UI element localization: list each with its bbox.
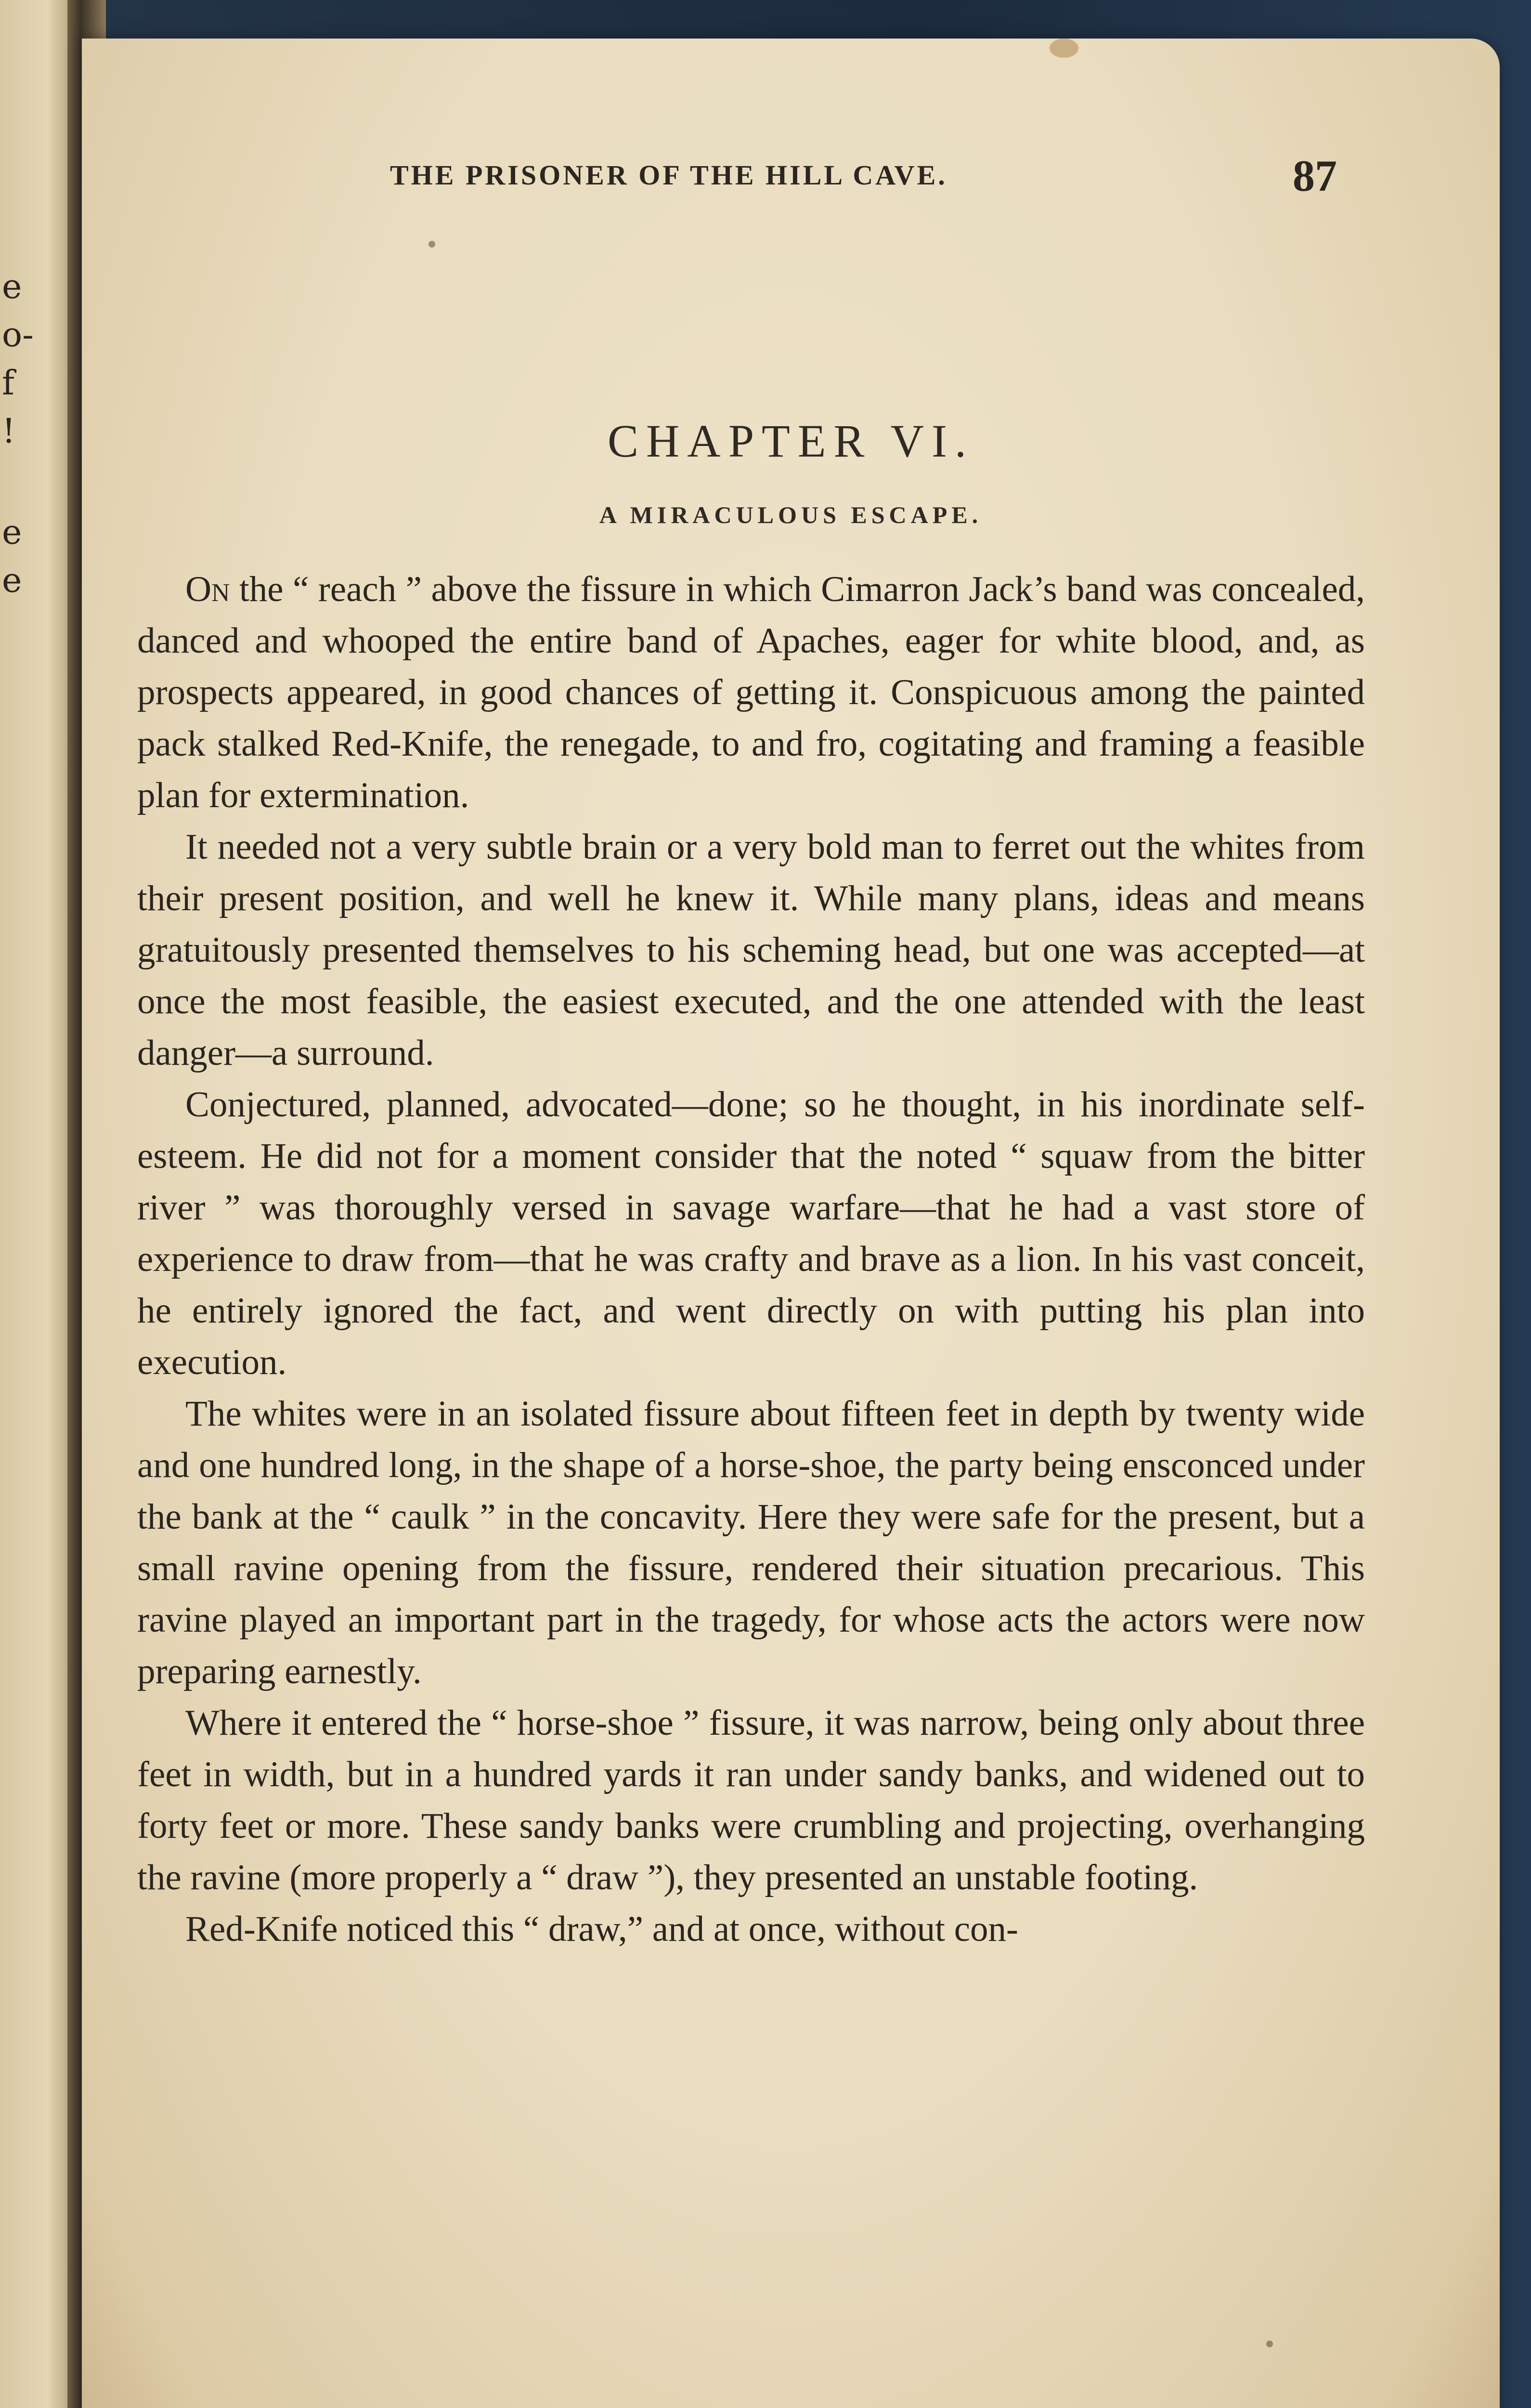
page-number: 87 [1293, 151, 1337, 200]
left-page-fragment: e [2, 267, 22, 306]
left-page-fragment: e [2, 561, 22, 600]
paragraph [137, 563, 1365, 821]
running-title: THE PRISONER OF THE HILL CAVE. [390, 159, 947, 191]
left-facing-page [0, 0, 67, 2408]
left-page-fragment: e [2, 512, 22, 552]
paragraph-text: the “ reach ” above the fissure in which Cimarron Jack’s band was concealed, danced and whooped the entire band of Apaches, eager for white blood, and, as prospects appeared, in good chances of getting it. Conspicuous among the painted pack stalked Red-Knife, the renegade, to and fro, cogitating and framing a feasible plan for extermination. [137, 569, 1365, 815]
body-text [137, 563, 1365, 1955]
running-head [82, 151, 1500, 212]
paper-speck [428, 241, 435, 248]
left-page-fragment: f [2, 363, 14, 403]
paper-speck [1266, 2341, 1273, 2347]
book-page [82, 39, 1500, 2408]
paragraph: Conjectured, planned, advocated—done; so he thought, in his inordinate self-esteem. He did not for a moment consider that the noted “ squaw from the bitter river ” was thoroughly versed in savage warfare—that he had a vast store of experience to draw from—that he was crafty and brave as a lion. In his vast conceit, he entirely ignored the fact, and went directly on with putting his plan into execution. [137, 1085, 1365, 1382]
left-page-fragment: o- [2, 315, 34, 354]
paragraph-lead: On [185, 569, 230, 609]
chapter-subtitle: A MIRACULOUS ESCAPE. [599, 501, 983, 528]
paragraph: Where it entered the “ horse-shoe ” fissure, it was narrow, being only about three feet in width, but in a hundred yards it ran under sandy banks, and widened out to forty feet or more. These sandy banks were crumbling and projecting, overhanging the ravine (more properly a “ draw ”), they presented an unstable footing. [137, 1703, 1365, 1898]
chapter-title: CHAPTER VI. [608, 415, 974, 467]
paragraph: Red-Knife noticed this “ draw,” and at once, without con- [185, 1909, 1018, 1949]
paragraph: It needed not a very subtle brain or a very bold man to ferret out the whites from their present position, and well he knew it. While many plans, ideas and means gratuitously presented themselves to his scheming head, but one was accepted—at once the most feasible, the easiest executed, and the one attended with the least danger—a surround. [137, 827, 1365, 1073]
left-page-fragment: ! [2, 411, 16, 451]
paper-stain [1050, 39, 1078, 58]
paragraph: The whites were in an isolated fissure about fifteen feet in depth by twenty wide and one hundred long, in the shape of a horse-shoe, the party being ensconced under the bank at the “ caulk ” in the concavity. Here they were safe for the present, but a small ravine opening from the fissure, rendered their situation precarious. This ravine played an important part in the tragedy, for whose acts the actors were now preparing earnestly. [137, 1394, 1365, 1691]
